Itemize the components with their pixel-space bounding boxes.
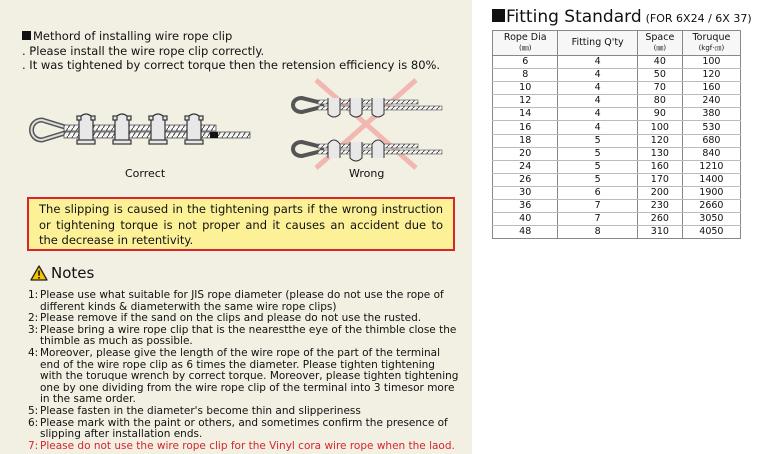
table-cell: 8 — [493, 69, 558, 82]
table-cell: 680 — [682, 134, 740, 147]
table-cell: 130 — [637, 147, 682, 160]
warning-box: The slipping is caused in the tightening parts if the wrong instruction or tightening torque is not proper and it causes an accident due to the decrease in retentivity. — [27, 197, 455, 251]
fitting-standard-title: Fitting Standard — [506, 7, 642, 27]
table-row — [493, 173, 741, 186]
table-cell: 100 — [637, 121, 682, 134]
table-cell: 12 — [493, 95, 558, 108]
table-cell: 4 — [558, 69, 637, 82]
note-item: 2: Please remove if the sand on the clips and please do not use the rusted. — [28, 312, 422, 325]
table-row — [493, 134, 741, 147]
table-cell: 1210 — [682, 160, 740, 173]
table-cell: 380 — [682, 108, 740, 121]
table-cell: 16 — [493, 121, 558, 134]
column-header-space: Space (㎜) — [637, 31, 682, 56]
table-cell: 5 — [558, 134, 637, 147]
table-row — [493, 213, 741, 226]
table-cell: 5 — [558, 173, 637, 186]
table-cell: 40 — [493, 213, 558, 226]
note-item: 3: Please bring a wire rope clip that is the nearestthe eye of the thimble close the thimble as much as possible. — [28, 323, 457, 348]
method-heading: Methord of installing wire rope clip — [22, 29, 440, 44]
table-cell: 200 — [637, 186, 682, 199]
table-row — [493, 226, 741, 239]
note-item: 1: Please use what suitable for JIS rope diameter (please do not use the rope of different kinds & diameterwith the same wire rope clips) — [28, 289, 444, 313]
table-cell: 4 — [558, 95, 637, 108]
note-item: 4: Moreover, please give the length of the wire rope of the part of the terminal end of the wire rope clip as 6 times the diameter. Please tighten tightening with the toruque wrench by correct torque. Moreover, please tighten tightening one by one dividing from the wire rope clip of the terminal into 3 timesor more in the same order. — [28, 346, 459, 406]
column-header-fitting-qty: Fitting Q'ty — [558, 31, 637, 56]
wrong-caption: Wrong — [349, 167, 385, 180]
table-row — [493, 200, 741, 213]
table-cell: 4 — [558, 108, 637, 121]
table-cell: 7 — [558, 213, 637, 226]
table-cell: 120 — [637, 134, 682, 147]
table-cell: 2660 — [682, 200, 740, 213]
table-cell: 7 — [558, 200, 637, 213]
table-cell: 4050 — [682, 226, 740, 239]
table-cell: 50 — [637, 69, 682, 82]
table-cell: 530 — [682, 121, 740, 134]
table-cell: 100 — [682, 56, 740, 69]
correct-caption: Correct — [125, 167, 166, 180]
table-row — [493, 56, 741, 69]
table-cell: 5 — [558, 147, 637, 160]
table-cell: 260 — [637, 213, 682, 226]
table-cell: 170 — [637, 173, 682, 186]
table-body — [493, 56, 741, 239]
table-cell: 120 — [682, 69, 740, 82]
table-cell: 24 — [493, 160, 558, 173]
warning-triangle-icon — [30, 265, 48, 281]
column-header-rope-dia: Rope Dia (㎜) — [493, 31, 558, 56]
table-cell: 8 — [558, 226, 637, 239]
table-cell: 6 — [558, 186, 637, 199]
table-cell: 26 — [493, 173, 558, 186]
table-cell: 5 — [558, 160, 637, 173]
table-cell: 1400 — [682, 173, 740, 186]
table-cell: 90 — [637, 108, 682, 121]
table-cell: 6 — [493, 56, 558, 69]
table-cell: 840 — [682, 147, 740, 160]
table-row — [493, 160, 741, 173]
table-row — [493, 121, 741, 134]
note-item-highlight: 7: Please do not use the wire rope clip for the Vinyl cora wire rope when the laod. — [28, 439, 455, 452]
notes-list — [28, 290, 460, 452]
table-cell: 70 — [637, 82, 682, 95]
fitting-standard-table — [492, 30, 741, 239]
fitting-standard-subtitle: (FOR 6X24 / 6X 37) — [645, 12, 752, 25]
table-cell: 80 — [637, 95, 682, 108]
note-item: 6: Please mark with the paint or others, and sometimes confirm the presence of slipping after installation ends. — [28, 416, 448, 441]
table-cell: 1900 — [682, 186, 740, 199]
table-cell: 4 — [558, 56, 637, 69]
table-cell: 160 — [682, 82, 740, 95]
table-cell: 10 — [493, 82, 558, 95]
table-cell: 160 — [637, 160, 682, 173]
method-line: . It was tightened by correct torque then the retension efficiency is 80%. — [22, 58, 441, 72]
table-header-row — [493, 31, 741, 56]
table-cell: 18 — [493, 134, 558, 147]
table-cell: 3050 — [682, 213, 740, 226]
table-cell: 4 — [558, 82, 637, 95]
table-cell: 14 — [493, 108, 558, 121]
column-header-torque: Toruque (kgf·㎝) — [682, 31, 740, 56]
note-item: 5: Please fasten in the diameter's become thin and slipperiness — [28, 404, 361, 417]
fitting-standard-heading — [492, 7, 752, 27]
table-row — [493, 108, 741, 121]
table-row — [493, 82, 741, 95]
wrong-installation-illustration — [288, 78, 448, 170]
table-cell: 20 — [493, 147, 558, 160]
table-cell: 48 — [493, 226, 558, 239]
notes-title: Notes — [51, 264, 95, 282]
table-cell: 36 — [493, 200, 558, 213]
table-row — [493, 69, 741, 82]
table-row — [493, 95, 741, 108]
method-section — [22, 29, 440, 73]
table-cell: 40 — [637, 56, 682, 69]
method-line: . Please install the wire rope clip correctly. — [22, 43, 265, 58]
notes-heading — [30, 264, 94, 282]
table-cell: 230 — [637, 200, 682, 213]
table-cell: 30 — [493, 186, 558, 199]
table-cell: 240 — [682, 95, 740, 108]
table-row — [493, 186, 741, 199]
square-bullet-icon — [492, 9, 505, 22]
table-cell: 310 — [637, 226, 682, 239]
correct-installation-illustration — [28, 104, 256, 154]
table-row — [493, 147, 741, 160]
table-cell: 4 — [558, 121, 637, 134]
